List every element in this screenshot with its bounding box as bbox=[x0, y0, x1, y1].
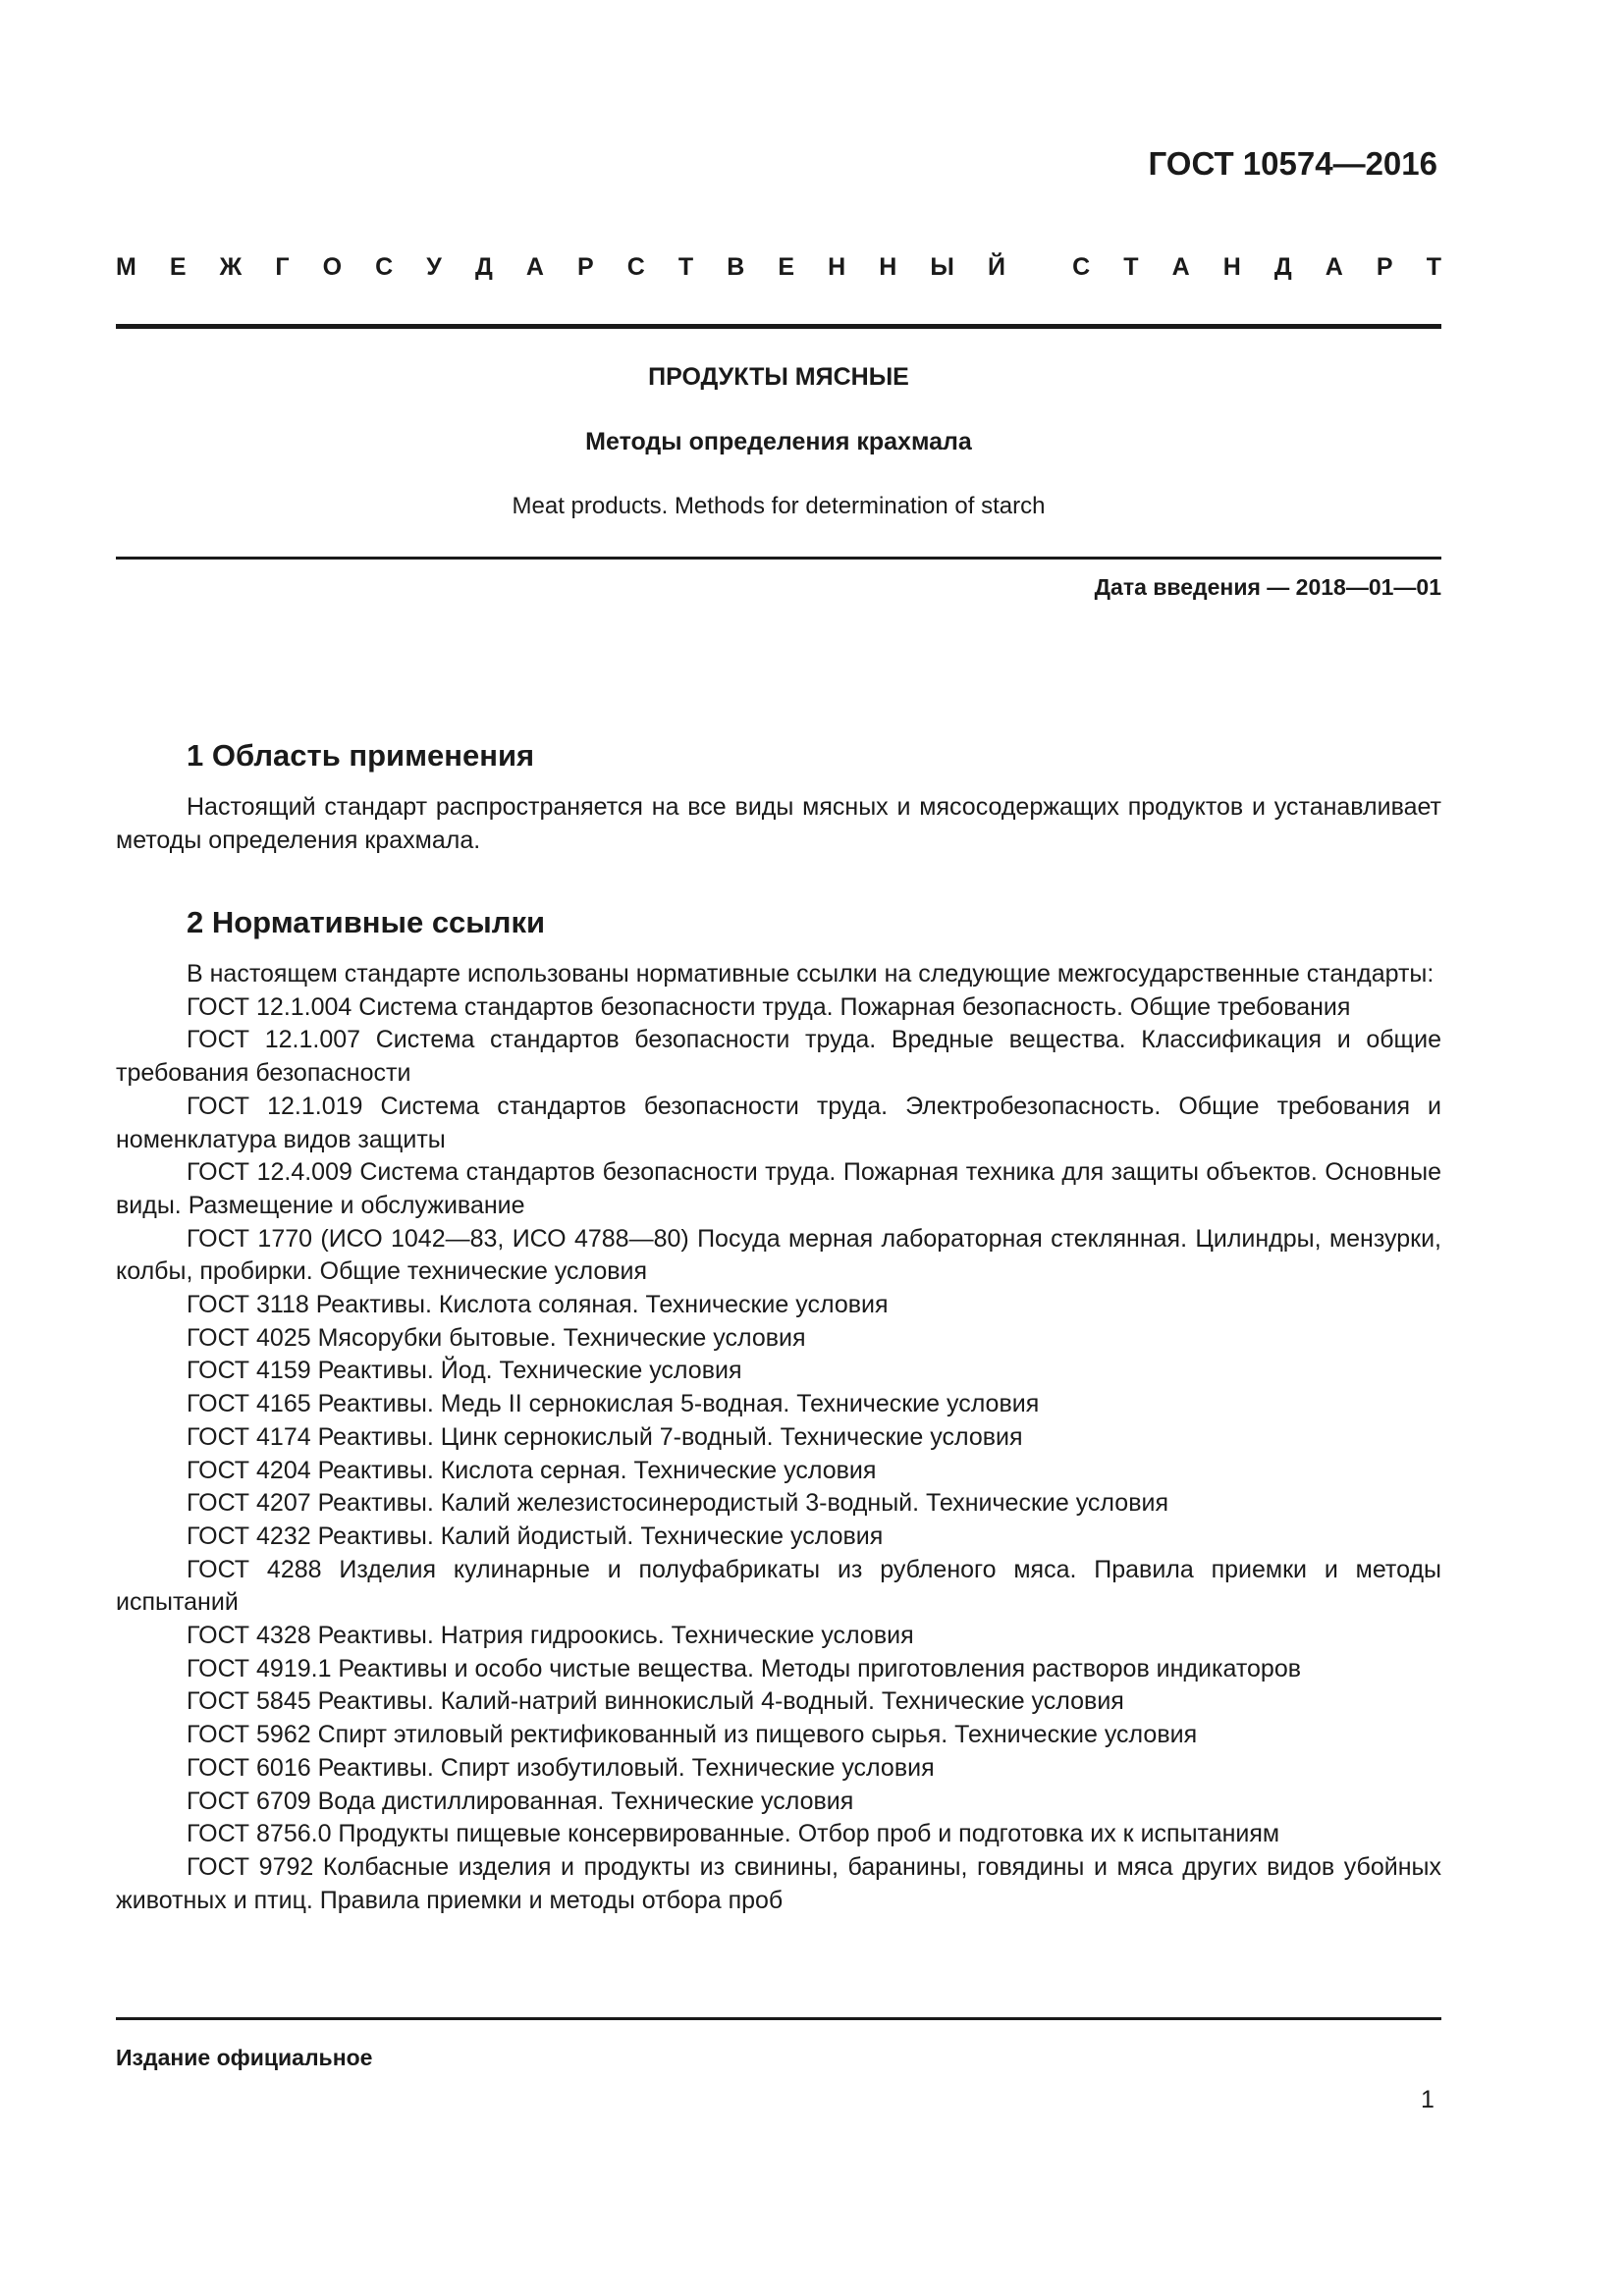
standard-type-letter: Т bbox=[677, 253, 694, 281]
gost-code: ГОСТ 10574—2016 bbox=[1148, 145, 1437, 182]
references-intro: В настоящем стандарте использованы нормативные ссылки на следующие межгосударственные стандарты: bbox=[187, 960, 1435, 988]
reference-list bbox=[116, 991, 1441, 1918]
standard-type-letter: М bbox=[116, 253, 136, 281]
reference-item: ГОСТ 12.1.007 Система стандартов безопасности труда. Вредные вещества. Классификация и общие требования безопасности bbox=[116, 1026, 1441, 1088]
standard-type-letter: Е bbox=[169, 253, 187, 281]
standard-type-letter: Ы bbox=[930, 253, 954, 281]
section-heading: 1 Область применения bbox=[187, 738, 535, 773]
reference-item: ГОСТ 6709 Вода дистиллированная. Технические условия bbox=[187, 1787, 854, 1815]
footer-divider bbox=[116, 2017, 1441, 2020]
standard-type-letter: Т bbox=[1426, 253, 1441, 281]
standard-type-letter: Н bbox=[879, 253, 897, 281]
reference-item: ГОСТ 4159 Реактивы. Йод. Технические условия bbox=[187, 1357, 742, 1385]
standard-type-letter: В bbox=[727, 253, 745, 281]
reference-item: ГОСТ 4328 Реактивы. Натрия гидроокись. Технические условия bbox=[187, 1622, 914, 1650]
standard-type-letter: А bbox=[1171, 253, 1190, 281]
standard-type-letter: А bbox=[525, 253, 544, 281]
standard-type-letter: А bbox=[1325, 253, 1343, 281]
standard-type-letter: С bbox=[626, 253, 645, 281]
reference-item: ГОСТ 1770 (ИСО 1042—83, ИСО 4788—80) Посуда мерная лабораторная стеклянная. Цилиндры, мензурки, колбы, пробирки. Общие технические условия bbox=[116, 1224, 1441, 1286]
reference-item: ГОСТ 9792 Колбасные изделия и продукты из свинины, баранины, говядины и мяса других видов убойных животных и птиц. Правила приемки и методы отбора проб bbox=[116, 1852, 1441, 1914]
reference-item: ГОСТ 5845 Реактивы. Калий-натрий виннокислый 4-водный. Технические условия bbox=[187, 1687, 1124, 1716]
standard-type-letter: Р bbox=[576, 253, 594, 281]
title-divider bbox=[116, 557, 1441, 560]
standard-type-letter: Ж bbox=[219, 253, 243, 281]
reference-item: ГОСТ 12.1.019 Система стандартов безопасности труда. Электробезопасность. Общие требования и номенклатура видов защиты bbox=[116, 1092, 1441, 1153]
reference-item: ГОСТ 4174 Реактивы. Цинк сернокислый 7-водный. Технические условия bbox=[187, 1422, 1023, 1451]
standard-type-letter: Д bbox=[474, 253, 493, 281]
introduction-date: Дата введения — 2018—01—01 bbox=[1094, 574, 1441, 600]
reference-item: ГОСТ 4207 Реактивы. Калий железистосинеродистый 3-водный. Технические условия bbox=[187, 1489, 1168, 1518]
scope-paragraph: Настоящий стандарт распространяется на все виды мясных и мясосодержащих продуктов и устанавливает методы определения крахмала. bbox=[116, 793, 1441, 854]
standard-type-letter: Д bbox=[1273, 253, 1292, 281]
english-title: Meat products. Methods for determination of starch bbox=[512, 493, 1046, 519]
top-divider bbox=[116, 324, 1441, 329]
reference-item: ГОСТ 3118 Реактивы. Кислота соляная. Технические условия bbox=[187, 1291, 889, 1319]
reference-item: ГОСТ 4288 Изделия кулинарные и полуфабрикаты из рубленого мяса. Правила приемки и методы испытаний bbox=[116, 1555, 1441, 1617]
document-title: ПРОДУКТЫ МЯСНЫЕ bbox=[648, 363, 909, 391]
page-number: 1 bbox=[1421, 2086, 1435, 2113]
section-normative-references bbox=[116, 905, 1441, 1917]
standard-type-letter: О bbox=[322, 253, 343, 281]
standard-type-letter: Н bbox=[828, 253, 846, 281]
document-subtitle: Методы определения крахмала bbox=[585, 428, 972, 455]
standard-type-heading bbox=[116, 253, 1441, 282]
official-edition-label: Издание официальное bbox=[116, 2045, 373, 2070]
standard-type-letter: Т bbox=[1123, 253, 1139, 281]
standard-type-letter: Й bbox=[987, 253, 1005, 281]
reference-item: ГОСТ 8756.0 Продукты пищевые консервированные. Отбор проб и подготовка их к испытаниям bbox=[187, 1820, 1280, 1848]
reference-item: ГОСТ 4025 Мясорубки бытовые. Технические условия bbox=[187, 1323, 806, 1352]
standard-type-letter: Р bbox=[1376, 253, 1393, 281]
reference-item: ГОСТ 12.1.004 Система стандартов безопасности труда. Пожарная безопасность. Общие требования bbox=[187, 992, 1351, 1021]
standard-type-letter: С bbox=[375, 253, 394, 281]
reference-item: ГОСТ 4919.1 Реактивы и особо чистые вещества. Методы приготовления растворов индикаторов bbox=[187, 1654, 1301, 1682]
standard-type-letter: Г bbox=[275, 253, 290, 281]
standard-type-letter: У bbox=[426, 253, 442, 281]
reference-item: ГОСТ 5962 Спирт этиловый ректификованный из пищевого сырья. Технические условия bbox=[187, 1721, 1198, 1749]
reference-item: ГОСТ 12.4.009 Система стандартов безопасности труда. Пожарная техника для защиты объектов. Основные виды. Размещение и обслуживание bbox=[116, 1158, 1441, 1219]
reference-item: ГОСТ 4232 Реактивы. Калий йодистый. Технические условия bbox=[187, 1522, 884, 1550]
standard-type-letter: Е bbox=[778, 253, 795, 281]
section-heading: 2 Нормативные ссылки bbox=[187, 905, 546, 939]
standard-type-letter: С bbox=[1072, 253, 1091, 281]
reference-item: ГОСТ 6016 Реактивы. Спирт изобутиловый. Технические условия bbox=[187, 1753, 935, 1782]
reference-item: ГОСТ 4165 Реактивы. Медь II сернокислая 5-водная. Технические условия bbox=[187, 1390, 1040, 1418]
section-scope bbox=[116, 738, 1441, 857]
standard-type-letter: Н bbox=[1222, 253, 1241, 281]
reference-item: ГОСТ 4204 Реактивы. Кислота серная. Технические условия bbox=[187, 1456, 877, 1484]
